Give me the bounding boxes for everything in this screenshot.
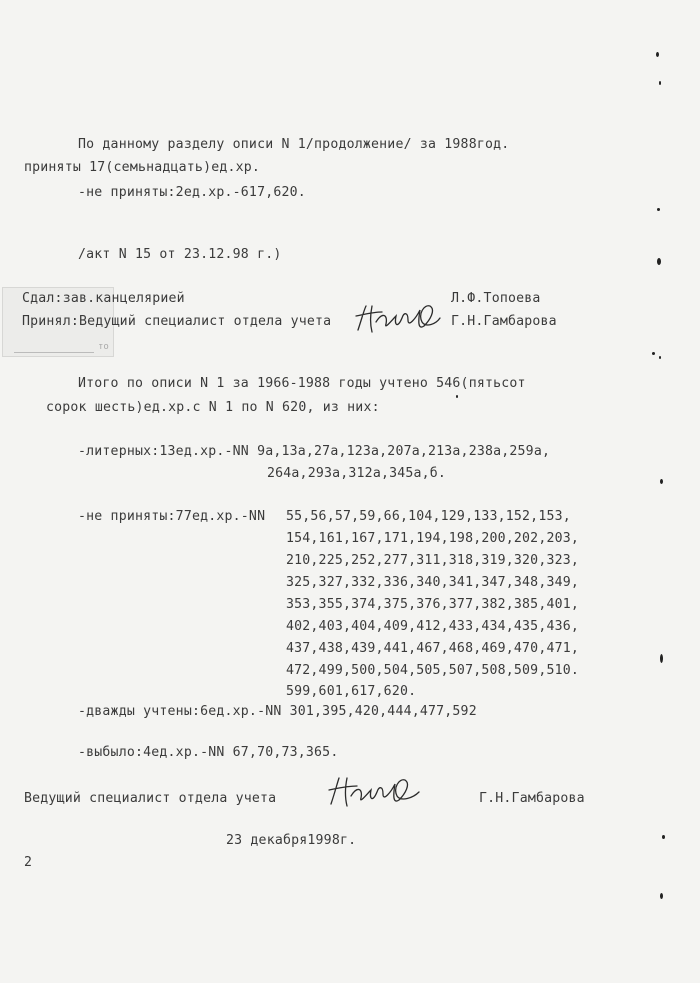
summary-line-1: Итого по описи N 1 за 1966-1988 годы учтено 546(пятьсот [78,376,526,391]
stamp-underline [14,352,94,353]
scan-speck [656,52,659,57]
header-line-3: -не приняты:2ед.хр.-617,620. [78,185,306,200]
not-accepted-line: 210,225,252,277,311,318,319,320,323, [286,553,580,568]
act-reference: /акт N 15 от 23.12.98 г.) [78,247,282,262]
not-accepted-line: 599,601,617,620. [286,684,417,699]
document-date: 23 декабря1998г. [226,833,357,848]
literal-line-2: 264а,293а,312а,345а,б. [267,466,447,481]
handed-over-name: Л.Ф.Топоева [451,291,541,306]
counted-twice-line: -дважды учтены:6ед.хр.-NN 301,395,420,444,477,592 [78,704,477,719]
dropped-line: -выбыло:4ед.хр.-NN 67,70,73,365. [78,745,339,760]
not-accepted-line: 437,438,439,441,467,468,469,470,471, [286,641,580,656]
scan-speck [660,654,663,663]
scan-speck [662,835,665,839]
scan-speck [657,258,661,265]
scan-speck [659,81,661,85]
footer-position: Ведущий специалист отдела учета [24,791,277,806]
page-number: 2 [24,855,33,870]
accepted-label: Принял:Ведущий специалист отдела учета [22,314,332,329]
scan-speck [456,395,458,398]
scan-speck [660,893,663,899]
stamp-text: то [98,342,109,352]
not-accepted-line: 353,355,374,375,376,377,382,385,401, [286,597,580,612]
signature-2-icon [325,772,425,810]
signature-1-icon [352,300,444,336]
scan-speck [657,208,660,211]
literal-line-1: -литерных:13ед.хр.-NN 9а,13а,27а,123а,207а,213а,238а,259а, [78,444,551,459]
not-accepted-line: 55,56,57,59,66,104,129,133,152,153, [286,509,571,524]
not-accepted-label: -не приняты:77ед.хр.-NN [78,509,266,524]
handed-over-label: Сдал:зав.канцелярией [22,291,185,306]
header-line-2: приняты 17(семьнадцать)ед.хр. [24,160,261,175]
not-accepted-line: 154,161,167,171,194,198,200,202,203, [286,531,580,546]
not-accepted-line: 472,499,500,504,505,507,508,509,510. [286,663,580,678]
accepted-name: Г.Н.Гамбарова [451,314,557,329]
summary-line-2: сорок шесть)ед.хр.с N 1 по N 620, из них: [46,400,380,415]
footer-name: Г.Н.Гамбарова [479,791,585,806]
scan-speck [660,479,663,484]
header-line-1: По данному разделу описи N 1/продолжение/ за 1988год. [78,137,510,152]
scan-speck [652,352,655,355]
not-accepted-line: 402,403,404,409,412,433,434,435,436, [286,619,580,634]
scan-speck [659,356,661,359]
not-accepted-line: 325,327,332,336,340,341,347,348,349, [286,575,580,590]
